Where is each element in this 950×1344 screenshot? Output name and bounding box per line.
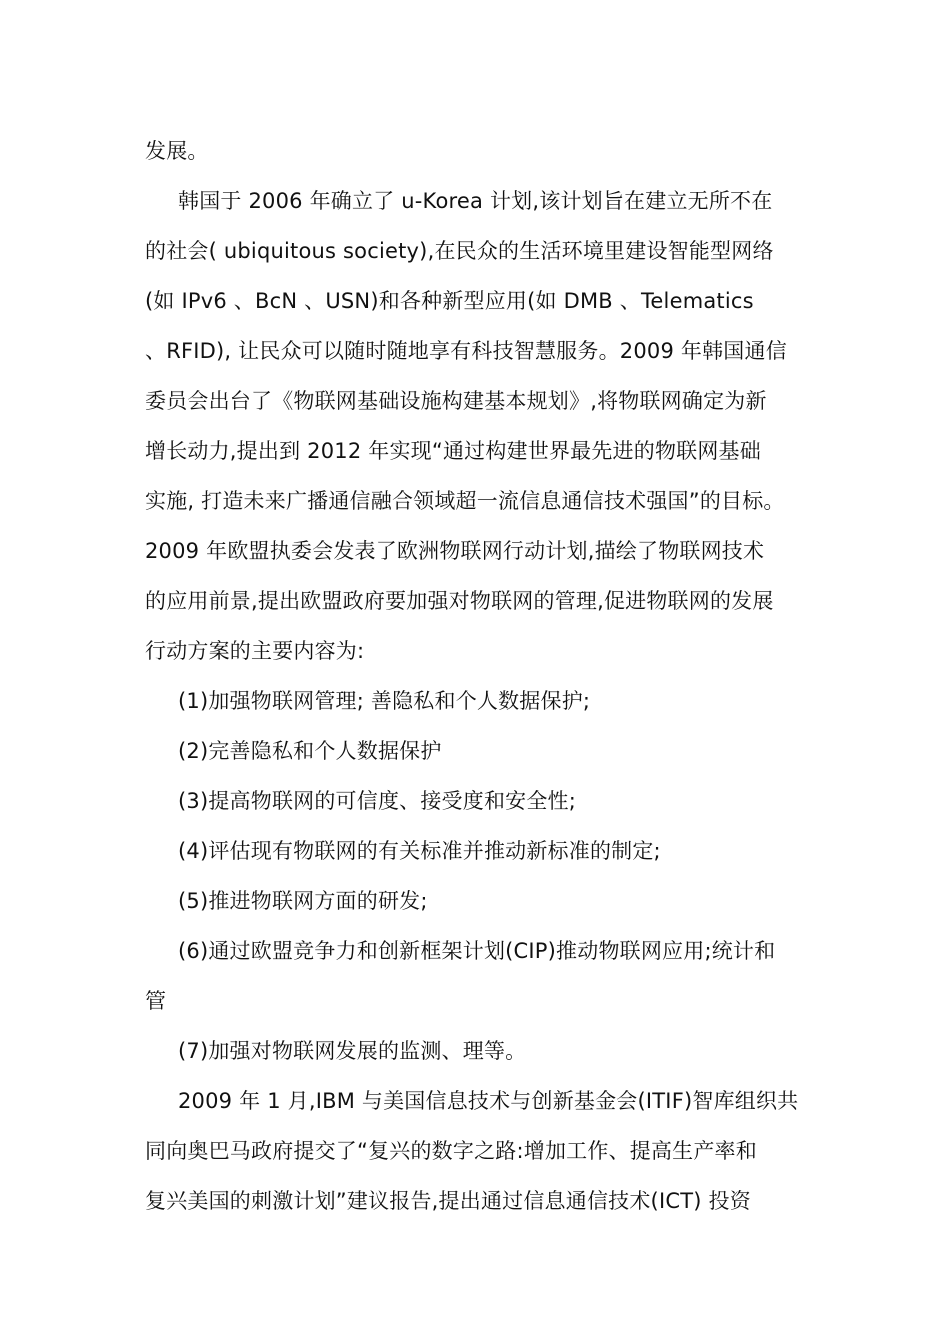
text-line-2: 韩国于 2006 年确立了 u-Korea 计划,该计划旨在建立无所不在: [178, 189, 773, 213]
text-line-5: 、RFID), 让民众可以随时随地享有科技智慧服务。2009 年韩国通信: [145, 339, 787, 363]
text-line-20: 2009 年 1 月,IBM 与美国信息技术与创新基金会(ITIF)智库组织共: [178, 1089, 799, 1113]
text-line-3: 的社会( ubiquitous society),在民众的生活环境里建设智能型网络: [145, 239, 774, 263]
list-item-2: (2)完善隐私和个人数据保护: [178, 739, 442, 763]
list-item-6-continued: 管: [145, 989, 167, 1013]
list-item-7: (7)加强对物联网发展的监测、理等。: [178, 1039, 527, 1063]
text-line-7: 增长动力,提出到 2012 年实现“通过构建世界最先进的物联网基础: [145, 439, 761, 463]
list-item-3: (3)提高物联网的可信度、接受度和安全性;: [178, 789, 577, 813]
list-item-6: (6)通过欧盟竞争力和创新框架计划(CIP)推动物联网应用;统计和: [178, 939, 776, 963]
list-item-1: (1)加强物联网管理; 善隐私和个人数据保护;: [178, 689, 591, 713]
text-line-8: 实施, 打造未来广播通信融合领域超一流信息通信技术强国”的目标。: [145, 489, 785, 513]
text-line-22: 复兴美国的刺激计划”建议报告,提出通过信息通信技术(ICT) 投资: [145, 1189, 751, 1213]
list-item-4: (4)评估现有物联网的有关标准并推动新标准的制定;: [178, 839, 661, 863]
text-line-11: 行动方案的主要内容为:: [145, 639, 365, 663]
text-line-4: (如 IPv6 、BcN 、USN)和各种新型应用(如 DMB 、Telematics: [145, 289, 754, 313]
text-line-21: 同向奥巴马政府提交了“复兴的数字之路:增加工作、提高生产率和: [145, 1139, 757, 1163]
list-item-5: (5)推进物联网方面的研发;: [178, 889, 428, 913]
text-line-1: 发展。: [145, 139, 209, 163]
text-line-6: 委员会出台了《物联网基础设施构建基本规划》,将物联网确定为新: [145, 389, 767, 413]
text-line-9: 2009 年欧盟执委会发表了欧洲物联网行动计划,描绘了物联网技术: [145, 539, 765, 563]
text-line-10: 的应用前景,提出欧盟政府要加强对物联网的管理,促进物联网的发展: [145, 589, 774, 613]
